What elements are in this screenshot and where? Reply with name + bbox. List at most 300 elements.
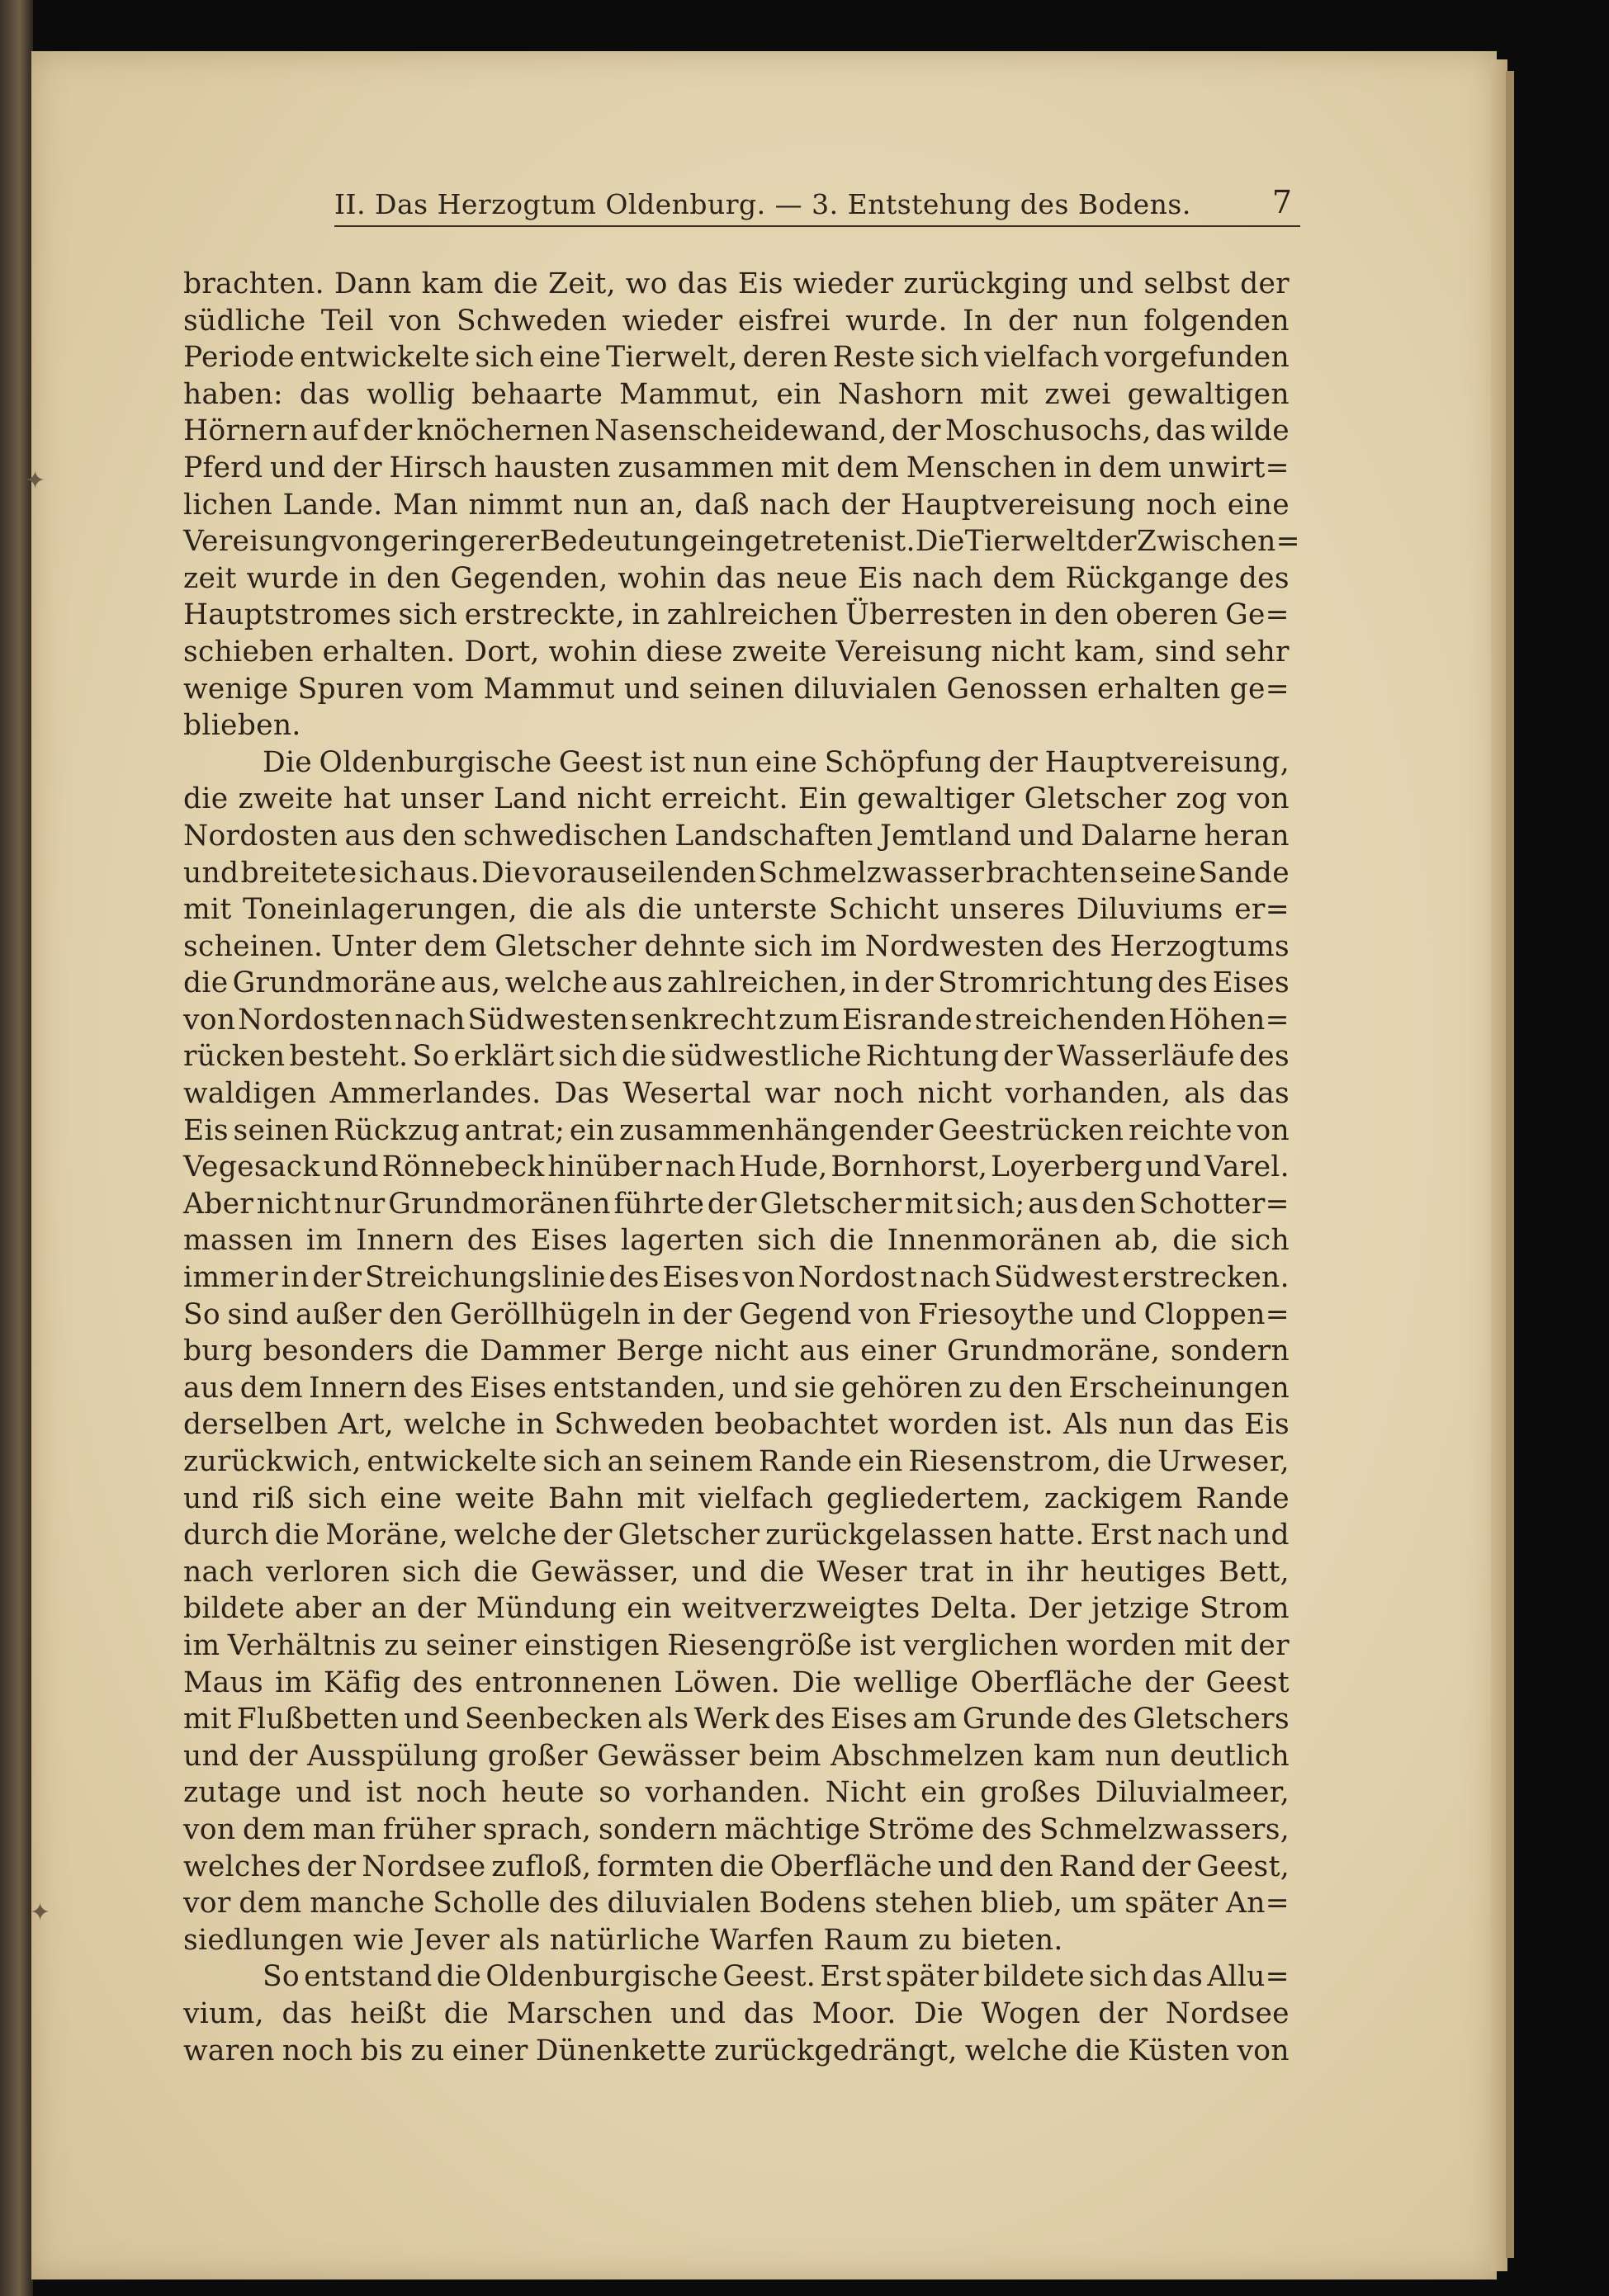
text-line — [183, 1885, 1290, 1922]
text-line — [183, 671, 1290, 708]
word: blieb, — [980, 1887, 1063, 1920]
word: Gletscher — [1024, 782, 1167, 816]
text-line — [183, 781, 1290, 818]
word: wollig — [366, 377, 456, 411]
word: Berge — [616, 1335, 704, 1368]
word: nun — [1105, 1739, 1162, 1773]
text-line — [183, 1186, 1290, 1223]
word: sich — [920, 341, 980, 375]
word: wellige — [853, 1665, 959, 1699]
word: nicht — [917, 1077, 992, 1111]
word: die — [183, 782, 229, 816]
word: ist — [366, 1776, 402, 1810]
word: nun — [573, 488, 629, 522]
word: um — [1071, 1887, 1117, 1920]
word: burg — [183, 1335, 253, 1368]
word: diluvialen — [793, 672, 938, 706]
word: den — [1054, 598, 1109, 632]
word: Riesenstrom, — [908, 1445, 1102, 1478]
word: dem — [424, 929, 487, 963]
word: das — [1238, 1077, 1290, 1111]
word: in — [281, 1261, 310, 1295]
word: Wesertal — [622, 1077, 751, 1111]
word: Hörnern — [183, 414, 308, 448]
word: der — [1141, 1850, 1191, 1883]
word: in — [348, 561, 377, 595]
word: der — [312, 1261, 362, 1295]
word: reichte — [1128, 1113, 1233, 1147]
word: Grunde — [962, 1703, 1072, 1736]
word: der — [416, 1592, 466, 1626]
word: bis — [360, 2034, 404, 2067]
word: Flußbetten — [236, 1703, 399, 1736]
word: Art, — [338, 1408, 394, 1442]
word: die — [622, 1040, 667, 1074]
word: der — [248, 1739, 298, 1773]
word: Riesengröße — [667, 1628, 853, 1662]
word: sondern — [1170, 1335, 1290, 1368]
word: zahlreichen — [666, 598, 839, 632]
word: nun — [692, 745, 749, 779]
page-stack-edge-back — [1506, 71, 1514, 2258]
word: Schmelzwasser — [758, 856, 985, 890]
text-line — [183, 303, 1290, 340]
word: nach — [912, 561, 983, 595]
word: so — [599, 1776, 632, 1810]
word: In — [963, 304, 993, 338]
word: Die — [915, 525, 965, 559]
word: der — [562, 1519, 613, 1552]
word: des — [608, 1261, 660, 1295]
word: Nordwesten — [864, 929, 1044, 963]
text-line — [183, 1701, 1290, 1738]
word: mit — [1184, 1628, 1233, 1662]
word: manche — [310, 1887, 425, 1920]
page-number: 7 — [1271, 184, 1292, 220]
word: großer — [487, 1739, 588, 1773]
word: Erscheinungen — [1068, 1371, 1290, 1405]
word: Diluvialmeer, — [1095, 1776, 1290, 1810]
word: Vereisung — [183, 525, 330, 559]
word: mit — [979, 377, 1029, 411]
text-line — [183, 1333, 1290, 1370]
word: und — [1018, 819, 1074, 853]
text-line — [183, 1406, 1290, 1443]
word: sie — [793, 1371, 835, 1405]
word: Werk — [693, 1703, 770, 1736]
word: So — [183, 1297, 221, 1331]
word: der — [1240, 1628, 1290, 1662]
word: der — [891, 414, 941, 448]
word: seiner — [425, 1628, 517, 1662]
word: südliche — [183, 304, 306, 338]
word: nicht — [576, 782, 651, 816]
word: hat — [343, 782, 391, 816]
word: von — [1237, 782, 1290, 816]
text-line — [183, 1922, 1290, 1959]
word: Südwesten — [467, 1003, 629, 1037]
word: vor — [183, 1887, 231, 1920]
word: Marschen — [506, 1996, 653, 2030]
word: Friesoythe — [917, 1297, 1075, 1331]
word: seinem — [648, 1445, 754, 1478]
word: beobachtet — [714, 1408, 879, 1442]
word: der — [840, 488, 891, 522]
word: in — [516, 1408, 545, 1442]
word: die — [424, 1335, 470, 1368]
word: hatte. — [998, 1519, 1085, 1552]
word: des — [412, 1665, 464, 1699]
word: aus — [344, 819, 395, 853]
word: dem — [243, 1812, 306, 1846]
word: die — [1075, 2034, 1121, 2067]
word: der — [306, 1850, 357, 1883]
word: von — [183, 1003, 236, 1037]
word: das — [716, 561, 767, 595]
word: die — [274, 1519, 320, 1552]
word: und — [183, 1739, 239, 1773]
word: sich — [1230, 1224, 1290, 1258]
word: des — [1051, 929, 1102, 963]
word: erstreckte, — [464, 598, 625, 632]
word: ist — [649, 745, 686, 779]
word: Schmelzwassers, — [1039, 1812, 1290, 1846]
word: ist. — [1008, 1408, 1054, 1442]
word: ein — [569, 1113, 615, 1147]
word: Richtung — [865, 1040, 1000, 1074]
word: und — [183, 856, 239, 890]
word: zu — [410, 2034, 445, 2067]
word: folgenden — [1143, 304, 1290, 338]
word: Aber — [183, 1187, 254, 1221]
word: war — [764, 1077, 821, 1111]
word: Seenbecken — [464, 1703, 642, 1736]
word: aber — [294, 1592, 362, 1626]
text-line — [183, 1443, 1290, 1481]
text-line — [183, 560, 1290, 598]
word: vom — [413, 672, 475, 706]
text-line — [183, 1002, 1290, 1039]
word: Gletschers — [1133, 1703, 1290, 1736]
word: von — [329, 525, 382, 559]
word: daß — [694, 488, 750, 522]
word: Ströme — [867, 1812, 975, 1846]
word: Gletscher — [495, 929, 637, 963]
text-line — [183, 634, 1290, 671]
word: trat — [919, 1555, 974, 1589]
word: Urweser, — [1157, 1445, 1290, 1478]
word: sich — [475, 341, 534, 375]
word: der — [1098, 1996, 1148, 2030]
word: sich — [398, 598, 458, 632]
word: riß — [252, 1481, 295, 1515]
word: Hauptvereisung — [900, 488, 1136, 522]
word: später — [885, 1960, 979, 1994]
word: Allu= — [1207, 1960, 1290, 1994]
word: Land — [493, 782, 567, 816]
word: knöchernen — [416, 414, 590, 448]
text-line — [183, 1481, 1290, 1518]
word: Gewässer, — [530, 1555, 679, 1589]
text-line — [183, 1038, 1290, 1075]
word: Oberfläche — [970, 1665, 1133, 1699]
word: oberen — [1115, 598, 1219, 632]
word: Nordsee — [1165, 1996, 1290, 2030]
word: antrat; — [464, 1113, 566, 1147]
word: mit — [183, 893, 232, 927]
word: Periode — [183, 341, 295, 375]
word: Man — [393, 488, 459, 522]
word: Genossen — [946, 672, 1088, 706]
word: zwei — [1044, 377, 1111, 411]
word: ein — [776, 377, 821, 411]
header-title: II. Das Herzogtum Oldenburg. — 3. Entstehung des Bodens. — [334, 188, 1191, 220]
word: des — [982, 1812, 1033, 1846]
word: kam, — [1074, 635, 1146, 668]
word: den — [1008, 1371, 1063, 1405]
word: zum — [778, 1003, 840, 1037]
word: nach — [395, 1003, 466, 1037]
word: Rand — [1058, 1850, 1136, 1883]
word: seinen — [233, 1113, 329, 1147]
word: in — [1063, 451, 1092, 484]
word: ein — [858, 1445, 903, 1478]
word: gewaltiger — [857, 782, 1015, 816]
word: Jemtland — [880, 819, 1012, 853]
word: So — [412, 1040, 450, 1074]
word: die — [183, 966, 229, 1000]
word: aus — [799, 1335, 850, 1368]
word: Abschmelzen — [831, 1739, 1025, 1773]
word: Eises — [469, 1371, 547, 1405]
word: der — [988, 745, 1039, 779]
word: aus — [1028, 1187, 1079, 1221]
word: nach — [1157, 1519, 1228, 1552]
word: des — [1238, 1040, 1290, 1074]
word: die — [436, 1960, 482, 1994]
text-line — [183, 1222, 1290, 1259]
word: Oldenburgische — [485, 1960, 719, 1994]
word: Überresten — [845, 598, 1013, 632]
text-line — [183, 1297, 1290, 1334]
word: des — [466, 1224, 518, 1258]
text-line — [183, 450, 1290, 487]
word: Eis — [737, 267, 783, 300]
word: sich — [358, 856, 419, 890]
word: der — [1003, 1040, 1053, 1074]
word: nur — [334, 1187, 386, 1221]
word: scheinen. — [183, 929, 324, 963]
word: Mammut — [483, 672, 615, 706]
text-line — [183, 1996, 1290, 2033]
word: und — [731, 1371, 788, 1405]
text-line — [183, 965, 1290, 1002]
word: Geestrücken — [938, 1113, 1124, 1147]
word: Nordsee — [362, 1850, 486, 1883]
word: breitete — [240, 856, 357, 890]
text-line — [183, 1812, 1290, 1849]
word: wo — [625, 267, 668, 300]
text-line — [183, 744, 1290, 782]
word: gegliedertem, — [826, 1481, 1031, 1515]
word: massen — [183, 1224, 294, 1258]
word: Der — [1027, 1592, 1082, 1626]
word: Mündung — [476, 1592, 618, 1626]
word: Löwen. — [674, 1665, 780, 1699]
word: lichen — [183, 488, 273, 522]
word: Rönnebeck — [381, 1150, 545, 1184]
word: Eises — [530, 1224, 608, 1258]
text-line — [183, 1149, 1290, 1186]
word: Eises — [1212, 966, 1290, 1000]
word: mit — [637, 1481, 685, 1515]
word: wilde — [1210, 414, 1290, 448]
word: Vegesack — [183, 1150, 320, 1184]
word: vorhanden. — [645, 1776, 812, 1810]
word: als — [499, 1923, 541, 1957]
word: waren — [183, 2034, 275, 2067]
word: Tierwelt, — [606, 341, 738, 375]
word: man — [312, 1812, 376, 1846]
word: sehr — [1224, 635, 1290, 668]
text-line — [183, 2033, 1290, 2070]
word: den — [388, 1297, 443, 1331]
word: wohin — [618, 561, 707, 595]
word: zufloß, — [491, 1850, 592, 1883]
word: der — [332, 451, 382, 484]
word: heutiges — [1080, 1555, 1207, 1589]
word: und — [323, 1150, 379, 1184]
word: waldigen — [183, 1077, 317, 1111]
word: des — [1238, 561, 1290, 595]
word: zu — [968, 1371, 1003, 1405]
word: weitverzweigtes — [681, 1592, 920, 1626]
word: durch — [183, 1519, 269, 1552]
word: der — [1144, 1665, 1195, 1699]
word: entstand — [304, 1960, 433, 1994]
word: Gewässer — [597, 1739, 741, 1773]
word: Gletscher — [618, 1519, 760, 1552]
word: gewaltigen — [1127, 377, 1290, 411]
word: sich — [542, 1445, 602, 1478]
word: in — [1019, 598, 1048, 632]
word: Erst — [820, 1960, 882, 1994]
word: verglichen — [903, 1628, 1059, 1662]
word: blieben. — [183, 709, 301, 743]
word: sich — [757, 1224, 816, 1258]
word: den — [386, 561, 441, 595]
word: derselben — [183, 1408, 329, 1442]
word: worden — [1066, 1628, 1176, 1662]
word: senkrecht — [631, 1003, 777, 1037]
word: er= — [1234, 893, 1290, 927]
word: ist — [859, 1628, 897, 1662]
word: diese — [646, 635, 723, 668]
word: den — [999, 1850, 1054, 1883]
word: Teil — [320, 304, 374, 338]
word: ist. — [869, 525, 916, 559]
word: Gegend — [739, 1297, 852, 1331]
word: die — [493, 267, 539, 300]
word: dem — [1098, 451, 1162, 484]
word: behaarte — [471, 377, 603, 411]
word: Herzogtums — [1110, 929, 1290, 963]
word: von — [742, 1261, 796, 1295]
word: Hauptvereisung, — [1044, 745, 1290, 779]
word: im — [305, 1224, 343, 1258]
text-line — [183, 928, 1290, 966]
word: Vereisung — [835, 635, 982, 668]
word: erreicht. — [660, 782, 788, 816]
word: im — [820, 929, 858, 963]
word: hausten — [494, 451, 611, 484]
word: die — [1107, 1445, 1152, 1478]
word: die — [760, 1555, 805, 1589]
word: geringerer — [381, 525, 540, 559]
word: und — [670, 1996, 726, 2030]
word: sprach, — [482, 1812, 592, 1846]
word: der — [362, 414, 413, 448]
word: Zeit, — [548, 267, 616, 300]
word: schieben — [183, 635, 314, 668]
word: zweite — [238, 782, 334, 816]
text-line — [183, 818, 1290, 855]
word: Streichungslinie — [364, 1261, 606, 1295]
text-line — [183, 1590, 1290, 1628]
word: und — [938, 1850, 994, 1883]
word: und — [1233, 1519, 1290, 1552]
word: Eisrande — [841, 1003, 972, 1037]
word: von — [389, 304, 442, 338]
word: hinüber — [547, 1150, 663, 1184]
word: besonders — [263, 1335, 414, 1368]
word: zutage — [183, 1776, 282, 1810]
word: nach — [920, 1261, 991, 1295]
word: Schöpfung — [824, 745, 982, 779]
word: noch — [833, 1077, 905, 1111]
word: Moor. — [812, 1996, 897, 2030]
word: des — [548, 1887, 599, 1920]
word: das — [1183, 1408, 1235, 1442]
word: Eises — [830, 1703, 908, 1736]
word: Dalarne — [1081, 819, 1198, 853]
word: und — [691, 1555, 748, 1589]
word: besteht. — [289, 1040, 409, 1074]
word: Eis — [183, 1113, 229, 1147]
word: Höhen= — [1168, 1003, 1290, 1037]
word: die — [1172, 1224, 1218, 1258]
word: Strom — [1199, 1592, 1290, 1626]
word: in — [986, 1555, 1015, 1589]
word: sich; — [956, 1187, 1025, 1221]
word: vium, — [183, 1996, 264, 2030]
word: mächtige — [724, 1812, 861, 1846]
word: dem — [239, 1371, 303, 1405]
word: vorhanden, — [1005, 1077, 1171, 1111]
word: ab, — [1114, 1224, 1160, 1258]
word: haben: — [183, 377, 283, 411]
word: immer — [183, 1261, 278, 1295]
text-line — [183, 487, 1290, 524]
word: Rande — [1195, 1481, 1290, 1515]
word: sind — [227, 1297, 289, 1331]
word: früher — [382, 1812, 476, 1846]
word: Cloppen= — [1143, 1297, 1290, 1331]
word: An= — [1226, 1887, 1290, 1920]
word: Nicht — [825, 1776, 906, 1810]
word: seinen — [689, 672, 785, 706]
text-line — [183, 891, 1290, 928]
